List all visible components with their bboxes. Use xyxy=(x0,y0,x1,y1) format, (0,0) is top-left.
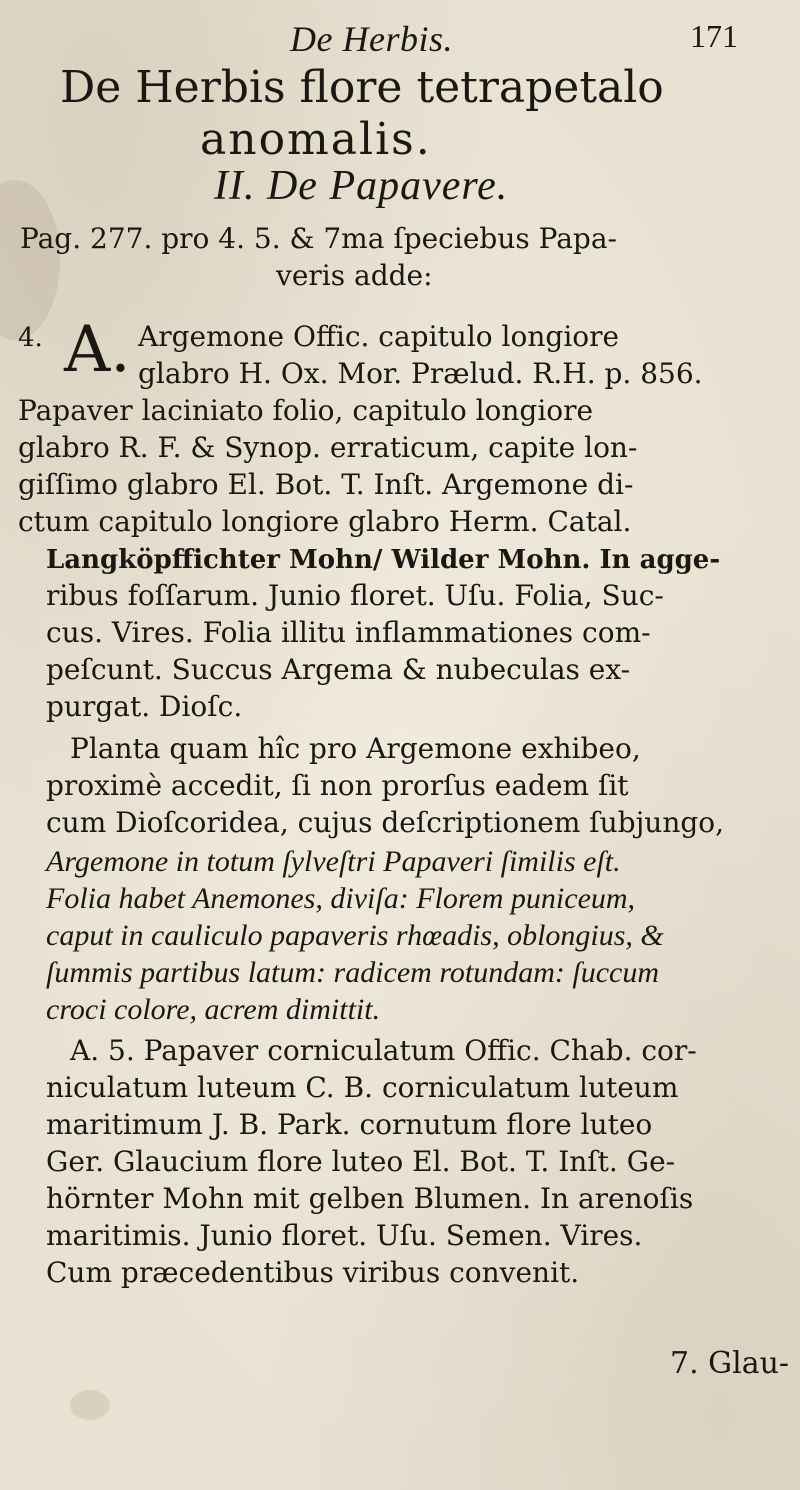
running-head: De Herbis. xyxy=(290,19,453,59)
page-header xyxy=(0,10,800,60)
paper-stain xyxy=(70,1390,110,1420)
catchword: 7. Glau- xyxy=(670,1346,790,1381)
entry-line: ribus foſſarum. Junio floret. Uſu. Folia, Suc- xyxy=(46,579,664,612)
chapter-title-line: De Herbis flore tetrapetalo xyxy=(60,62,664,113)
quote-line: caput in cauliculo papaveris rhœadis, oblongius, & xyxy=(46,919,664,952)
paragraph-line: Planta quam hîc pro Argemone exhibeo, xyxy=(70,732,641,765)
intro-line: Pag. 277. pro 4. 5. & 7ma ſpeciebus Papa- xyxy=(20,222,617,255)
quote-line: Argemone in totum ſylveſtri Papaveri ſimilis eſt. xyxy=(46,845,621,878)
entry-line: Argemone Offic. capitulo longiore xyxy=(138,320,620,353)
entry-line: glabro H. Ox. Mor. Prælud. R.H. p. 856. xyxy=(138,357,703,390)
paragraph-line: proximè accedit, ſi non prorſus eadem ſit xyxy=(46,769,629,802)
entry-line: maritimum J. B. Park. cornutum flore luteo xyxy=(46,1108,653,1141)
entry-line: purgat. Dioſc. xyxy=(46,690,243,723)
entry-line: Papaver laciniato folio, capitulo longiore xyxy=(18,394,594,427)
entry-line: A. 5. Papaver corniculatum Offic. Chab. cor- xyxy=(70,1034,697,1067)
drop-capital: A. xyxy=(64,313,131,387)
entry-line: Cum præcedentibus viribus convenit. xyxy=(46,1256,580,1289)
paper-stain xyxy=(0,180,60,340)
chapter-title-line: anomalis. xyxy=(200,114,432,165)
entry-line: giſſimo glabro El. Bot. T. Inſt. Argemone di- xyxy=(18,468,634,501)
entry-number: 4. xyxy=(18,323,43,353)
page-number: 171 xyxy=(690,18,738,54)
entry-line: ctum capitulo longiore glabro Herm. Catal. xyxy=(18,505,632,538)
intro-line: veris adde: xyxy=(276,259,433,292)
section-heading: II. De Papavere. xyxy=(214,163,509,209)
entry-line: maritimis. Junio floret. Uſu. Semen. Vires. xyxy=(46,1219,643,1252)
quote-line: croci colore, acrem dimittit. xyxy=(46,993,381,1026)
entry-line: glabro R. F. & Synop. erraticum, capite lon- xyxy=(18,431,638,464)
entry-line: hörnter Mohn mit gelben Blumen. In arenoſis xyxy=(46,1182,694,1215)
entry-line: Langköpffichter Mohn/ Wilder Mohn. In agge- xyxy=(46,545,721,575)
entry-line: niculatum luteum C. B. corniculatum luteum xyxy=(46,1071,679,1104)
entry-line: cus. Vires. Folia illitu inflammationes com- xyxy=(46,616,651,649)
entry-line: Ger. Glaucium flore luteo El. Bot. T. Inſt. Ge- xyxy=(46,1145,676,1178)
quote-line: Folia habet Anemones, diviſa: Florem puniceum, xyxy=(46,882,636,915)
quote-line: ſummis partibus latum: radicem rotundam: ſuccum xyxy=(46,956,660,989)
entry-line: peſcunt. Succus Argema & nubeculas ex- xyxy=(46,653,631,686)
chapter-title xyxy=(60,62,760,166)
paragraph-line: cum Dioſcoridea, cujus deſcriptionem ſubjungo, xyxy=(46,806,725,839)
